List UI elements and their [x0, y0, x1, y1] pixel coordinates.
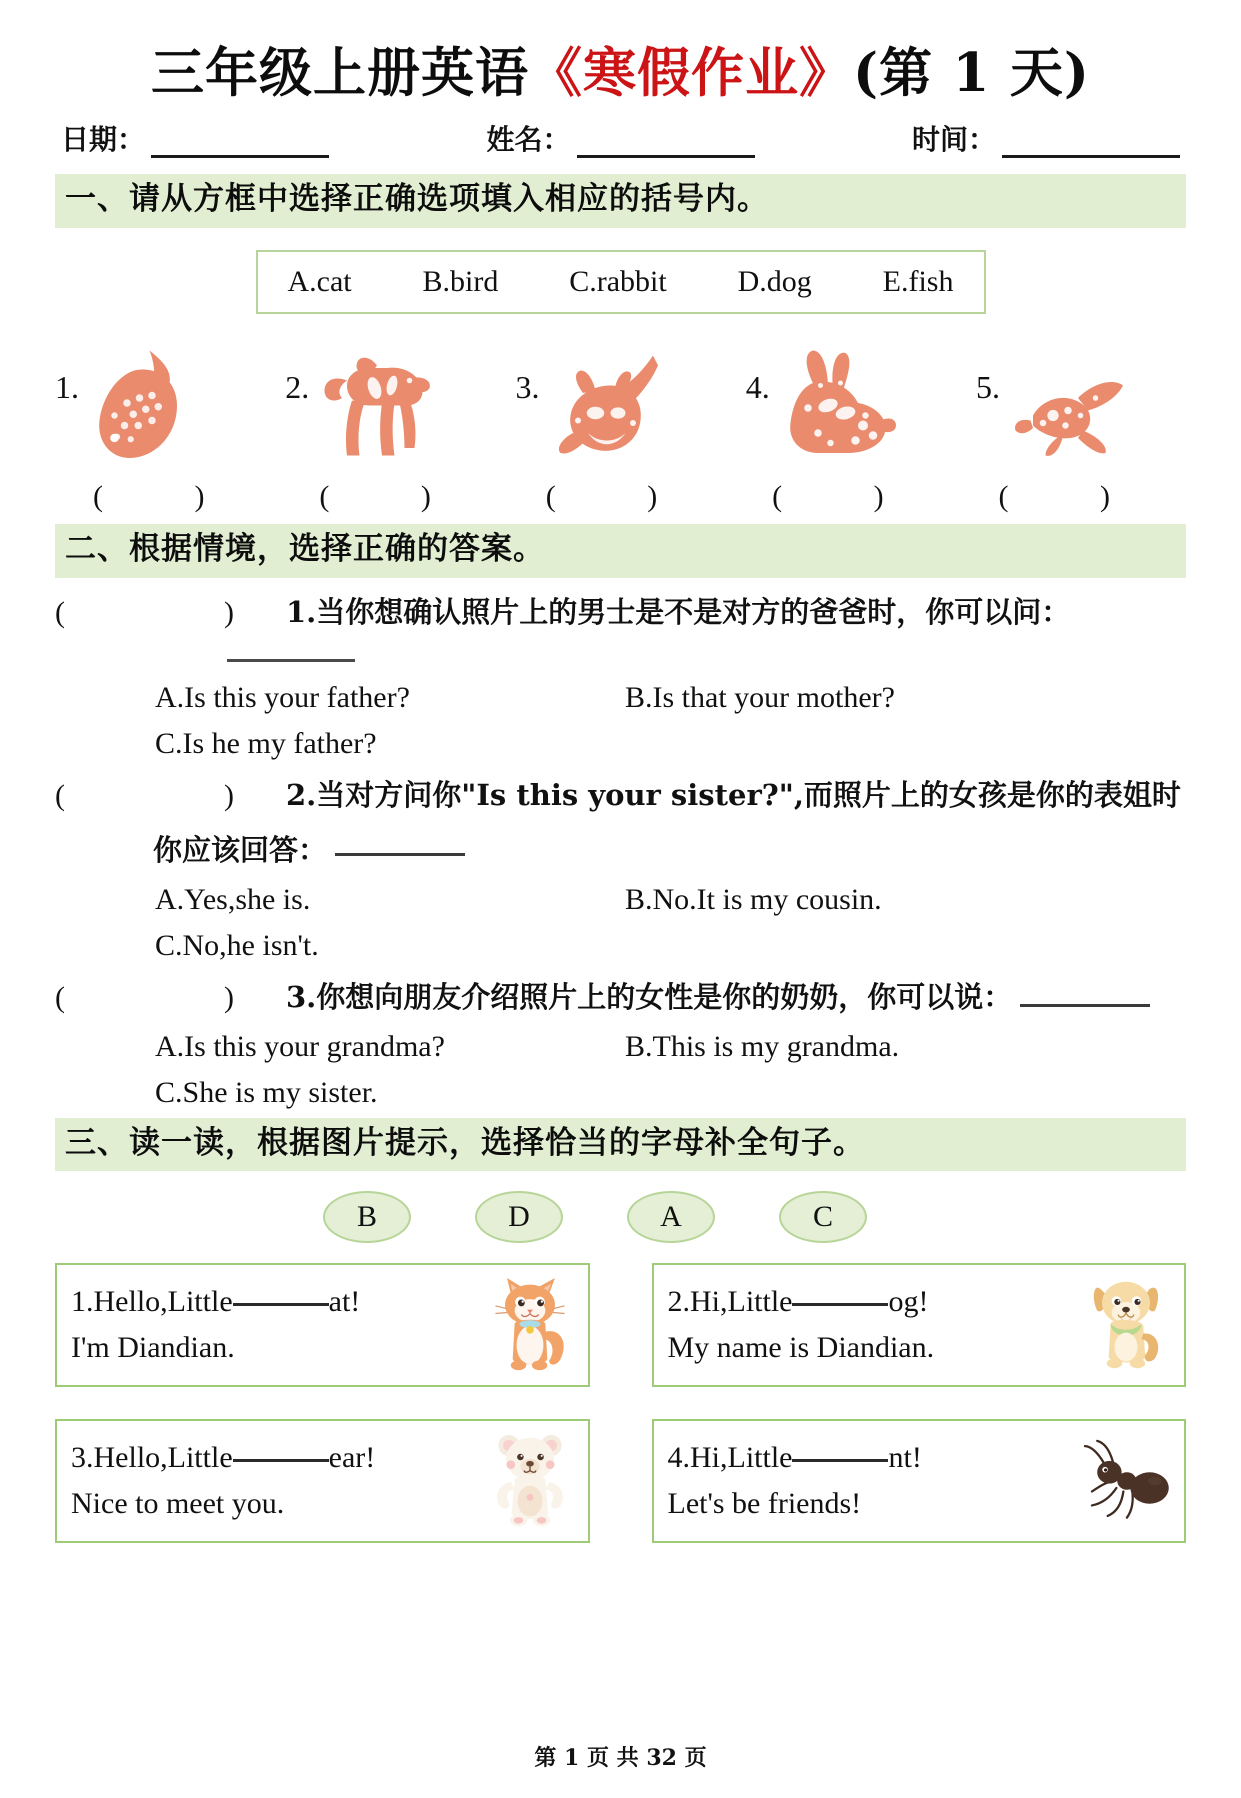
- letter-bubble-row: [55, 1191, 1186, 1243]
- question-1-option-b[interactable]: B.Is that your mother?: [625, 680, 895, 714]
- name-label: 姓名：: [486, 123, 571, 157]
- student-meta-row: [55, 118, 1186, 158]
- picture-item-3: [516, 343, 726, 468]
- sentence-box-1: [55, 1263, 590, 1387]
- sentence-box-1-prefix: 1.Hello,Little: [71, 1284, 233, 1318]
- question-3-option-a[interactable]: A.Is this your grandma?: [155, 1029, 445, 1063]
- picture-item-1: [55, 343, 265, 468]
- papercut-bird-icon: [1004, 343, 1132, 468]
- worksheet-page: [0, 44, 1241, 1798]
- sentence-box-1-line1: [71, 1279, 360, 1326]
- question-2-option-a[interactable]: A.Yes,she is.: [155, 882, 311, 916]
- answer-paren-2[interactable]: ( ): [319, 479, 473, 513]
- sentence-box-3-blank[interactable]: [233, 1457, 329, 1462]
- papercut-rabbit-icon: [774, 343, 902, 468]
- picture-item-4: [746, 343, 956, 468]
- title-red-part: 《寒假作业》: [529, 42, 854, 104]
- answer-paren-4[interactable]: ( ): [772, 479, 926, 513]
- sentence-box-2-suffix: og!: [888, 1284, 929, 1318]
- sentence-box-1-suffix: at!: [328, 1284, 361, 1318]
- papercut-cat-icon: [544, 343, 672, 468]
- sentence-box-1-blank[interactable]: [233, 1301, 329, 1306]
- sentence-box-3-suffix: ear!: [328, 1440, 376, 1474]
- sentence-box-2-blank[interactable]: [792, 1301, 888, 1306]
- sentence-box-2-prefix: 2.Hi,Little: [667, 1284, 793, 1318]
- word-bank-option-d: D.dog: [737, 264, 812, 298]
- title-prefix: 三年级上册英语: [151, 42, 530, 104]
- name-field[interactable]: [486, 118, 754, 158]
- picture-number-2: 2.: [285, 368, 310, 405]
- question-1-options-row-1: [55, 681, 1186, 715]
- question-2-stem-row: [55, 773, 1186, 814]
- sentence-box-3-prefix: 3.Hello,Little: [71, 1440, 233, 1474]
- word-bank-option-e: E.fish: [882, 264, 954, 298]
- question-2-answer-paren[interactable]: ( ): [55, 778, 282, 812]
- word-bank: [256, 250, 986, 314]
- cartoon-cat-icon: [482, 1272, 578, 1378]
- sentence-box-3-line2: Nice to meet you.: [71, 1487, 285, 1521]
- question-3-blank[interactable]: [1020, 1002, 1150, 1007]
- sentence-box-3: [55, 1419, 590, 1543]
- cartoon-ant-icon: [1078, 1428, 1174, 1534]
- question-2-continuation: 你应该回答：: [153, 832, 328, 867]
- question-1-answer-paren[interactable]: ( ): [55, 595, 282, 629]
- sentence-box-3-text: [71, 1435, 375, 1528]
- question-1-stem: 1.当你想确认照片上的男士是不是对方的爸爸时，你可以问：: [285, 594, 1071, 629]
- word-bank-option-b: B.bird: [422, 264, 499, 298]
- sentence-box-2-line2: My name is Diandian.: [667, 1331, 935, 1365]
- sentence-box-1-text: [71, 1279, 360, 1372]
- sentence-box-grid: [55, 1263, 1186, 1543]
- section-1-heading: 一、请从方框中选择正确选项填入相应的括号内。: [55, 174, 1186, 228]
- picture-row: [55, 328, 1186, 468]
- question-2-option-c[interactable]: C.No,he isn't.: [155, 928, 319, 962]
- sentence-box-4-blank[interactable]: [792, 1457, 888, 1462]
- cartoon-dog-icon: [1078, 1272, 1174, 1378]
- question-3-option-b[interactable]: B.This is my grandma.: [625, 1029, 900, 1063]
- answer-parentheses-row: [55, 480, 1186, 514]
- sentence-box-4-line2: Let's be friends!: [667, 1487, 862, 1521]
- letter-bubble-1[interactable]: B: [323, 1191, 411, 1243]
- word-bank-option-c: C.rabbit: [569, 264, 667, 298]
- picture-number-4: 4.: [745, 368, 770, 405]
- sentence-box-4-suffix: nt!: [888, 1440, 922, 1474]
- question-1-stem-row: [55, 590, 1186, 631]
- question-2-options-row-1: [55, 883, 1186, 917]
- question-1-blank-row: [55, 649, 1186, 667]
- letter-bubble-2[interactable]: D: [475, 1191, 563, 1243]
- time-blank[interactable]: [1002, 129, 1180, 158]
- picture-number-3: 3.: [515, 368, 540, 405]
- sentence-box-2: [652, 1263, 1187, 1387]
- sentence-box-4-prefix: 4.Hi,Little: [667, 1440, 793, 1474]
- sentence-box-1-line2: I'm Diandian.: [71, 1331, 235, 1365]
- question-2-option-b[interactable]: B.No.It is my cousin.: [625, 882, 882, 916]
- time-label: 时间：: [911, 123, 996, 157]
- letter-bubble-3[interactable]: A: [627, 1191, 715, 1243]
- date-label: 日期：: [61, 123, 146, 157]
- answer-paren-1[interactable]: ( ): [93, 479, 247, 513]
- sentence-box-2-line1: [668, 1279, 935, 1326]
- cartoon-bear-icon: [482, 1428, 578, 1534]
- page-footer: 第 1 页 共 32 页: [534, 1745, 707, 1771]
- question-1-option-a[interactable]: A.Is this your father?: [155, 680, 410, 714]
- question-3-answer-paren[interactable]: ( ): [55, 980, 282, 1014]
- sentence-box-4-text: [668, 1435, 922, 1528]
- question-2-continuation-row: [55, 828, 1186, 869]
- date-blank[interactable]: [151, 129, 329, 158]
- question-1-blank[interactable]: [227, 657, 355, 662]
- sentence-box-2-text: [668, 1279, 935, 1372]
- section-2-heading: 二、根据情境，选择正确的答案。: [55, 524, 1186, 578]
- sentence-box-4-line1: [668, 1435, 922, 1482]
- question-1-option-c[interactable]: C.Is he my father?: [155, 726, 377, 760]
- page-title: [55, 44, 1186, 102]
- answer-paren-5[interactable]: ( ): [998, 479, 1152, 513]
- date-field[interactable]: [61, 118, 329, 158]
- papercut-fish-icon: [83, 343, 211, 468]
- time-field[interactable]: [912, 118, 1180, 158]
- question-2-blank[interactable]: [335, 851, 465, 856]
- question-3-options-row-1: [55, 1030, 1186, 1064]
- picture-number-1: 1.: [55, 368, 79, 405]
- sentence-box-4: [652, 1419, 1187, 1543]
- word-bank-wrapper: [55, 250, 1186, 314]
- title-suffix: (第 1 天): [853, 42, 1090, 104]
- question-3-stem-row: [55, 975, 1186, 1016]
- letter-bubble-4[interactable]: C: [779, 1191, 867, 1243]
- section-3-heading: 三、读一读，根据图片提示，选择恰当的字母补全句子。: [55, 1118, 1186, 1172]
- picture-number-5: 5.: [976, 368, 1000, 405]
- answer-paren-3[interactable]: ( ): [545, 479, 700, 513]
- word-bank-option-a: A.cat: [287, 264, 352, 298]
- question-2-stem: 2.当对方问你"Is this your sister?",而照片上的女孩是你的表姐时: [285, 777, 1181, 812]
- name-blank[interactable]: [577, 129, 755, 158]
- question-3-stem: 3.你想向朋友介绍照片上的女性是你的奶奶，你可以说：: [285, 979, 1013, 1014]
- picture-item-2: [285, 343, 495, 468]
- picture-item-5: [976, 343, 1186, 468]
- papercut-dog-icon: [313, 343, 441, 468]
- question-3-option-c[interactable]: C.She is my sister.: [155, 1075, 378, 1109]
- sentence-box-3-line1: [71, 1435, 375, 1482]
